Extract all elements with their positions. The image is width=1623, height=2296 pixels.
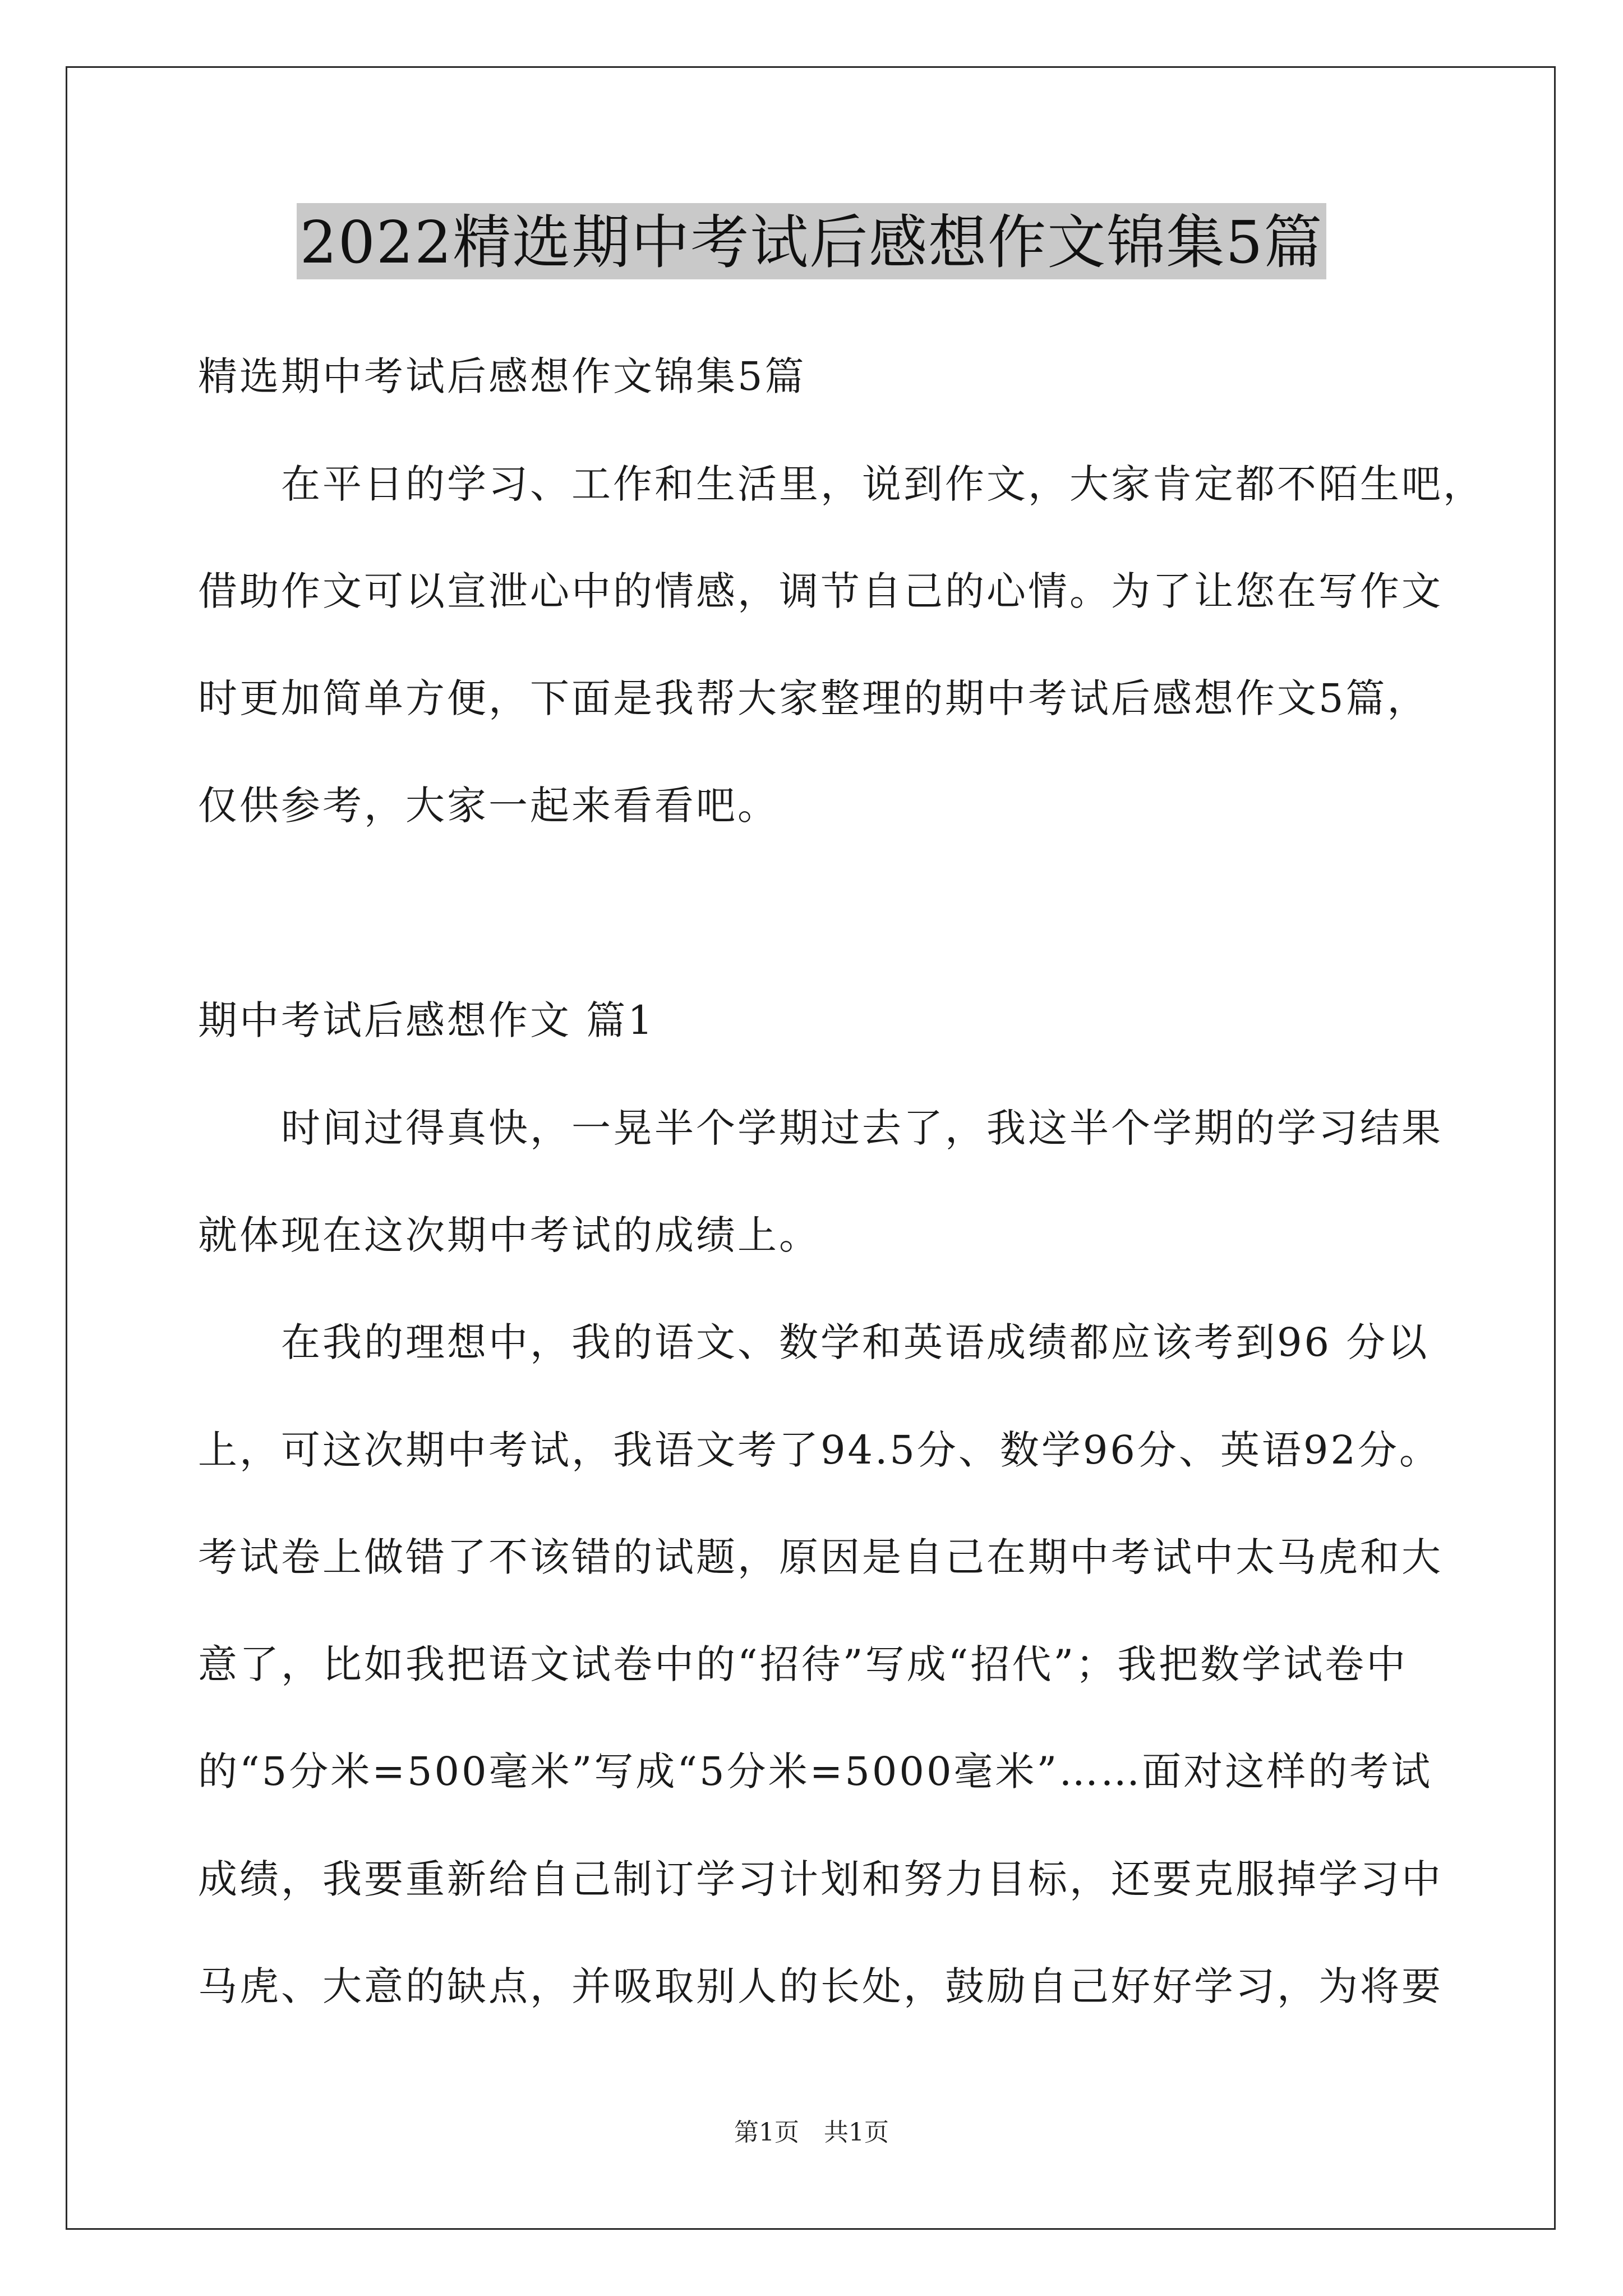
page-footer: 第1页 共1页 (734, 2118, 889, 2147)
paragraph-line: 时间过得真快，一晃半个学期过去了，我这半个学期的学习结果 (281, 1105, 1443, 1151)
intro-line: 在平日的学习、工作和生活里，说到作文，大家肯定都不陌生吧， (281, 461, 1484, 507)
paragraph-line: 就体现在这次期中考试的成绩上。 (198, 1212, 820, 1258)
paragraph-line: 的“5分米=500毫米”写成“5分米=5000毫米”……面对这样的考试 (198, 1749, 1433, 1795)
intro-line: 时更加简单方便，下面是我帮大家整理的期中考试后感想作文5篇， (198, 675, 1429, 721)
intro-line: 仅供参考，大家一起来看看吧。 (198, 783, 779, 829)
paragraph-line: 马虎、大意的缺点，并吸取别人的长处，鼓励自己好好学习，为将要 (198, 1963, 1443, 2009)
paragraph-line: 意了，比如我把语文试卷中的“招待”写成“招代”；我把数学试卷中 (198, 1641, 1408, 1687)
document-subtitle: 精选期中考试后感想作文锦集5篇 (198, 353, 806, 399)
paragraph-line: 在我的理想中，我的语文、数学和英语成绩都应该考到96 分以 (281, 1319, 1430, 1365)
section-heading: 期中考试后感想作文 篇1 (198, 997, 655, 1043)
title-container (0, 203, 1623, 279)
intro-line: 借助作文可以宣泄心中的情感，调节自己的心情。为了让您在写作文 (198, 568, 1443, 614)
paragraph-line: 成绩，我要重新给自己制订学习计划和努力目标，还要克服掉学习中 (198, 1856, 1443, 1902)
document-title: 2022精选期中考试后感想作文锦集5篇 (297, 203, 1327, 279)
paragraph-line: 上，可这次期中考试，我语文考了94.5分、数学96分、英语92分。 (198, 1427, 1441, 1473)
paragraph-line: 考试卷上做错了不该错的试题，原因是自己在期中考试中太马虎和大 (198, 1534, 1443, 1580)
